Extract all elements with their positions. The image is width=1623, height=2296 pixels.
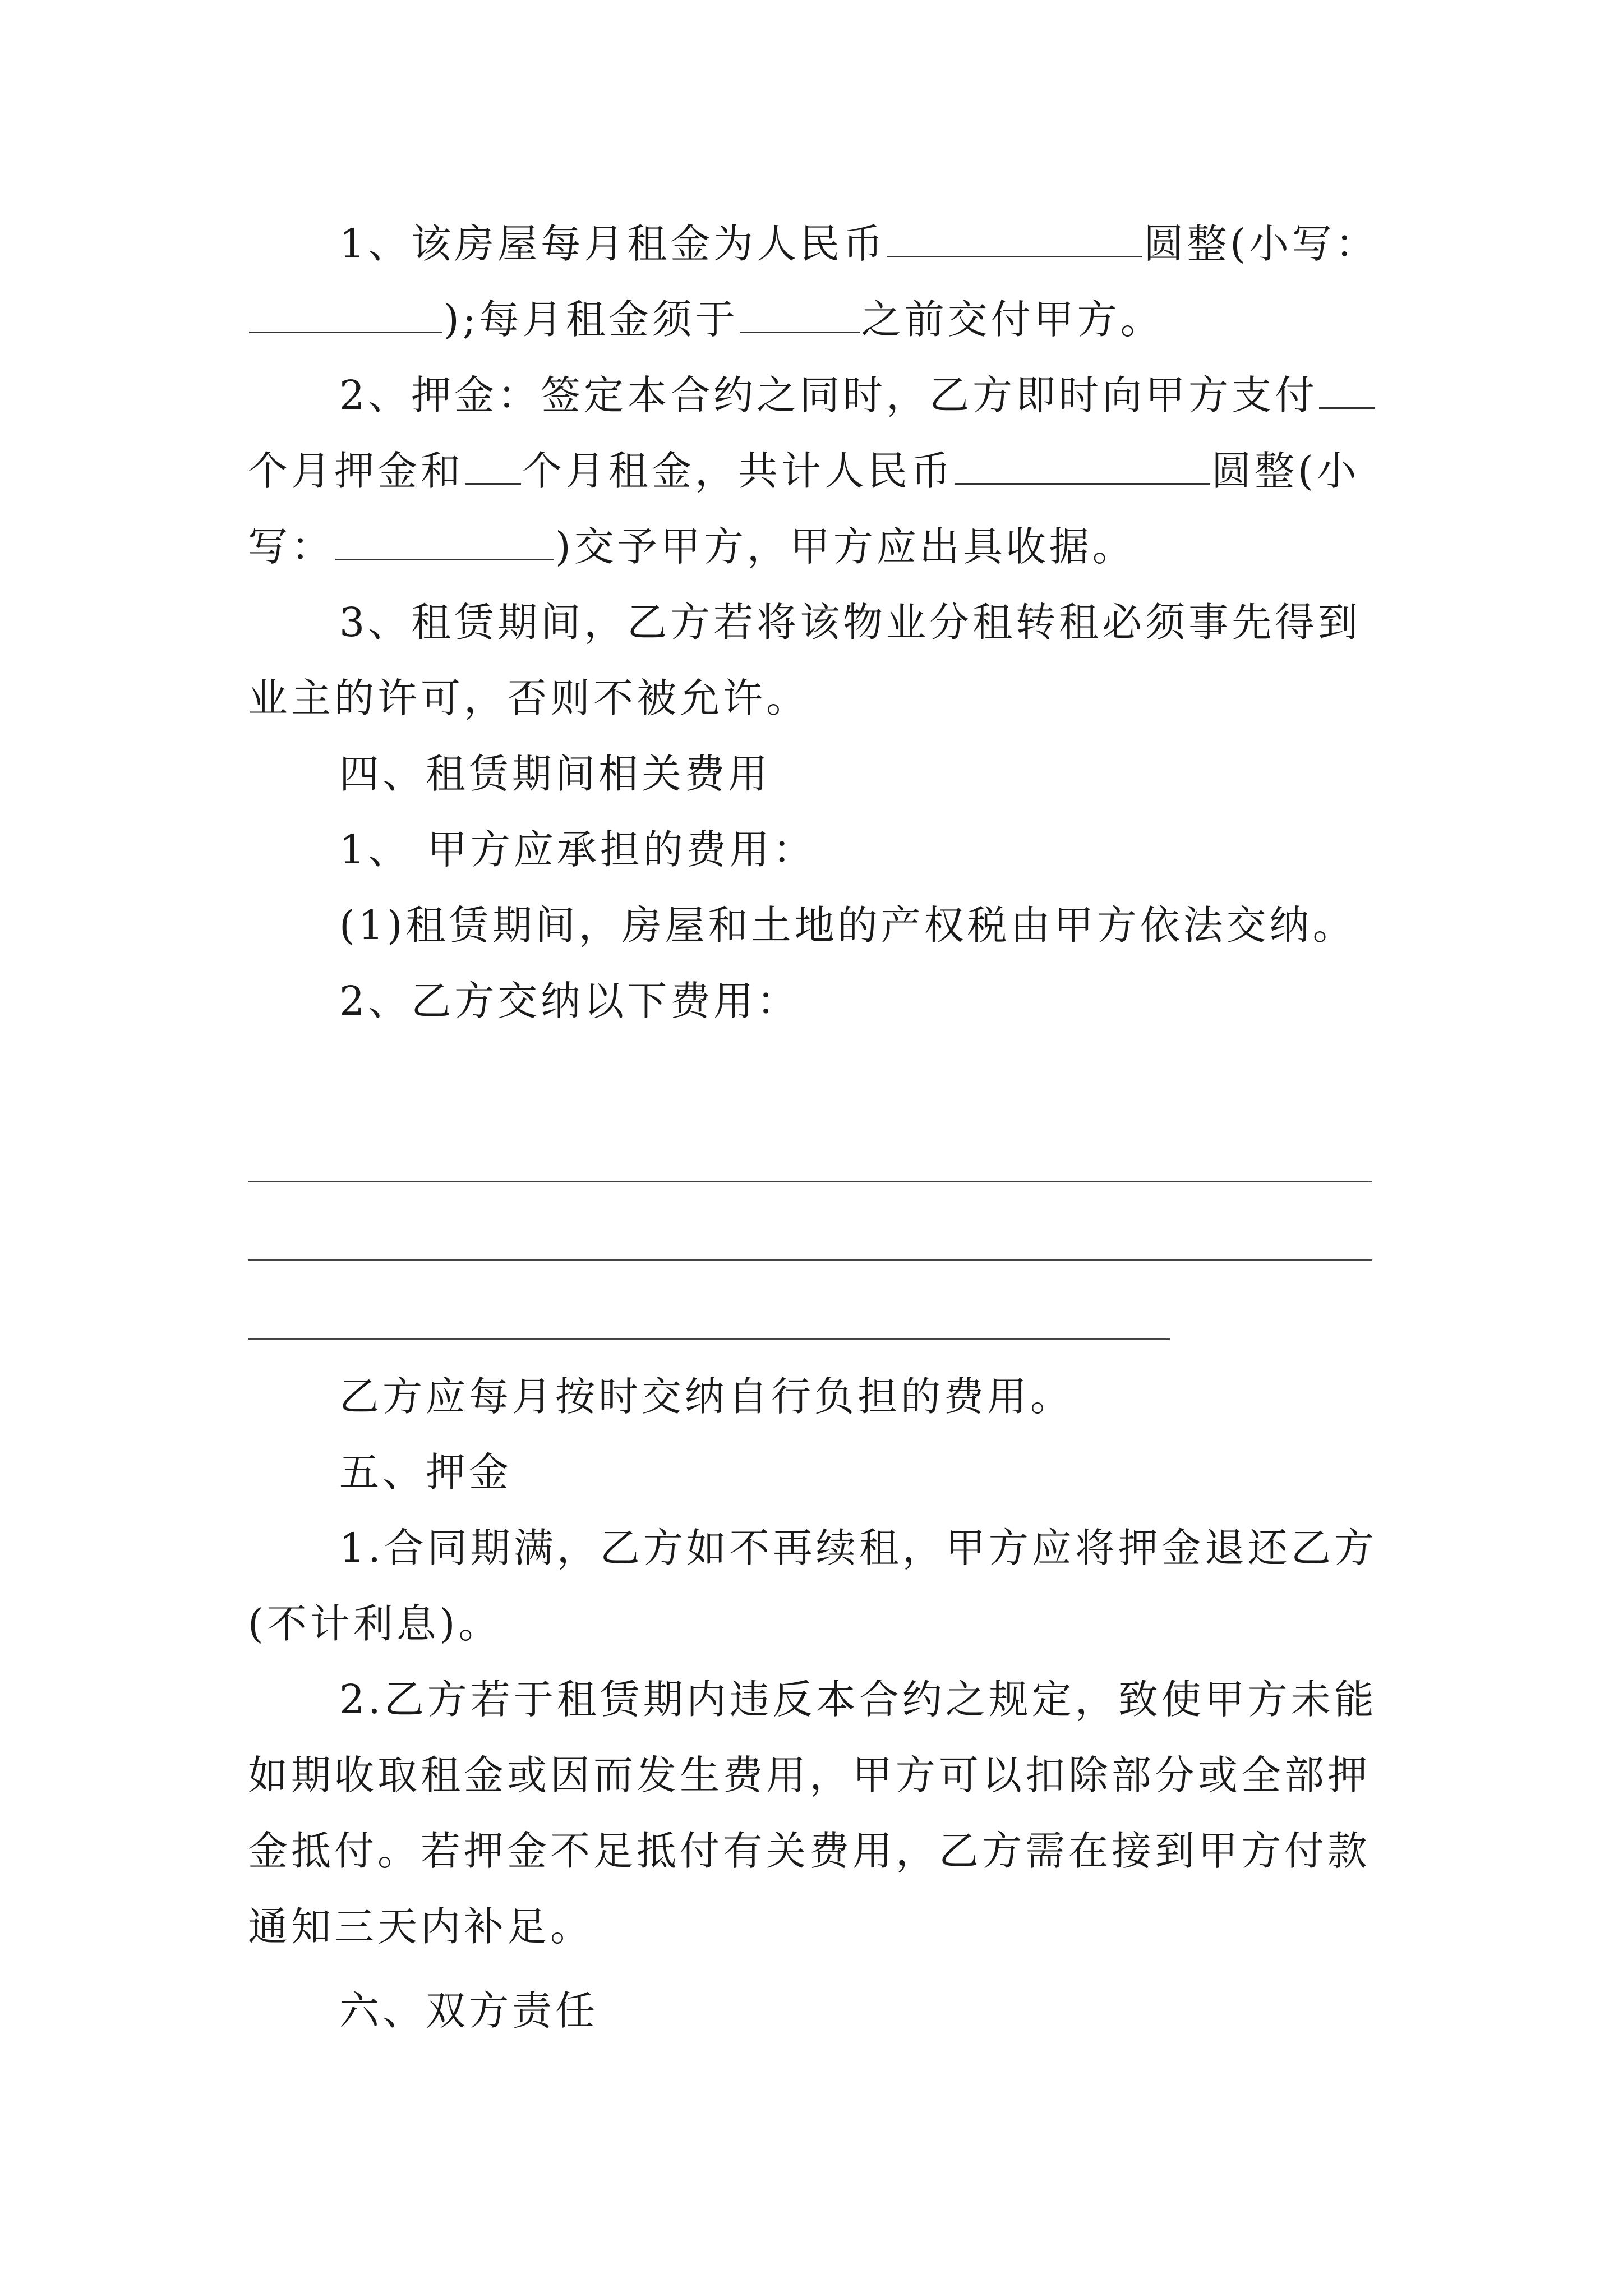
rent-months-blank [465,448,521,485]
section-5-item-1-line-2: (不计利息)。 [248,1600,502,1647]
total-amount-blank [955,448,1210,485]
section-6-heading: 六、双方责任 [339,1987,599,2034]
section-4-item-1-1: (1)租赁期间，房屋和土地的产权税由甲方依法交纳。 [339,902,1356,949]
clause-text: 圆整(小写： [1144,220,1378,267]
section-4-closing: 乙方应每月按时交纳自行负担的费用。 [339,1373,1074,1420]
section-4-heading: 四、租赁期间相关费用 [339,751,772,797]
rent-amount-blank [887,221,1142,257]
section-5-item-2-line-3: 金抵付。若押金不足抵付有关费用，乙方需在接到甲方付款 [248,1828,1371,1874]
clause-text: 之前交付甲方。 [861,296,1164,343]
section-5-item-2-line-4: 通知三天内补足。 [248,1903,594,1950]
payment-date-blank [740,297,860,333]
clause-text: 1、该房屋每月租金为人民币 [339,220,887,267]
total-lowercase-blank [335,524,554,560]
section-5-item-1-line-1: 1.合同期满，乙方如不再续租，甲方应将押金退还乙方 [339,1525,1377,1571]
clause-3-2-line-3 [248,519,1136,575]
clause-3-1-line-1 [339,216,1378,272]
section-4-item-2: 2、乙方交纳以下费用： [339,978,800,1024]
clause-text: )交予甲方，甲方应出具收据。 [555,523,1136,570]
clause-3-3-line-2: 业主的许可，否则不被允许。 [248,675,810,721]
fill-in-line-2 [248,1259,1372,1261]
rent-lowercase-blank [249,297,442,333]
section-5-heading: 五、押金 [339,1449,513,1496]
fill-in-line-3 [248,1338,1170,1340]
clause-3-1-line-2 [248,292,1164,348]
fill-in-line-1 [248,1181,1372,1182]
clause-text: 2、押金：签定本合约之同时，乙方即时向甲方支付 [339,372,1318,418]
section-4-item-1: 1、 甲方应承担的费用： [339,826,816,873]
clause-text: );每月租金须于 [444,296,739,343]
clause-text: 个月租金，共计人民币 [522,448,955,494]
clause-text: 写： [248,523,335,570]
clause-3-2-line-2 [248,443,1360,499]
clause-3-2-line-1 [339,367,1376,424]
deposit-months-blank [1319,372,1375,409]
section-5-item-2-line-2: 如期收取租金或因而发生费用，甲方可以扣除部分或全部押 [248,1752,1371,1798]
clause-text: 个月押金和 [248,448,464,494]
section-5-item-2-line-1: 2.乙方若于租赁期内违反本合约之规定，致使甲方未能 [339,1676,1377,1723]
clause-text: 圆整(小 [1211,448,1360,494]
clause-3-3-line-1: 3、租赁期间，乙方若将该物业分租转租必须事先得到 [339,599,1362,646]
